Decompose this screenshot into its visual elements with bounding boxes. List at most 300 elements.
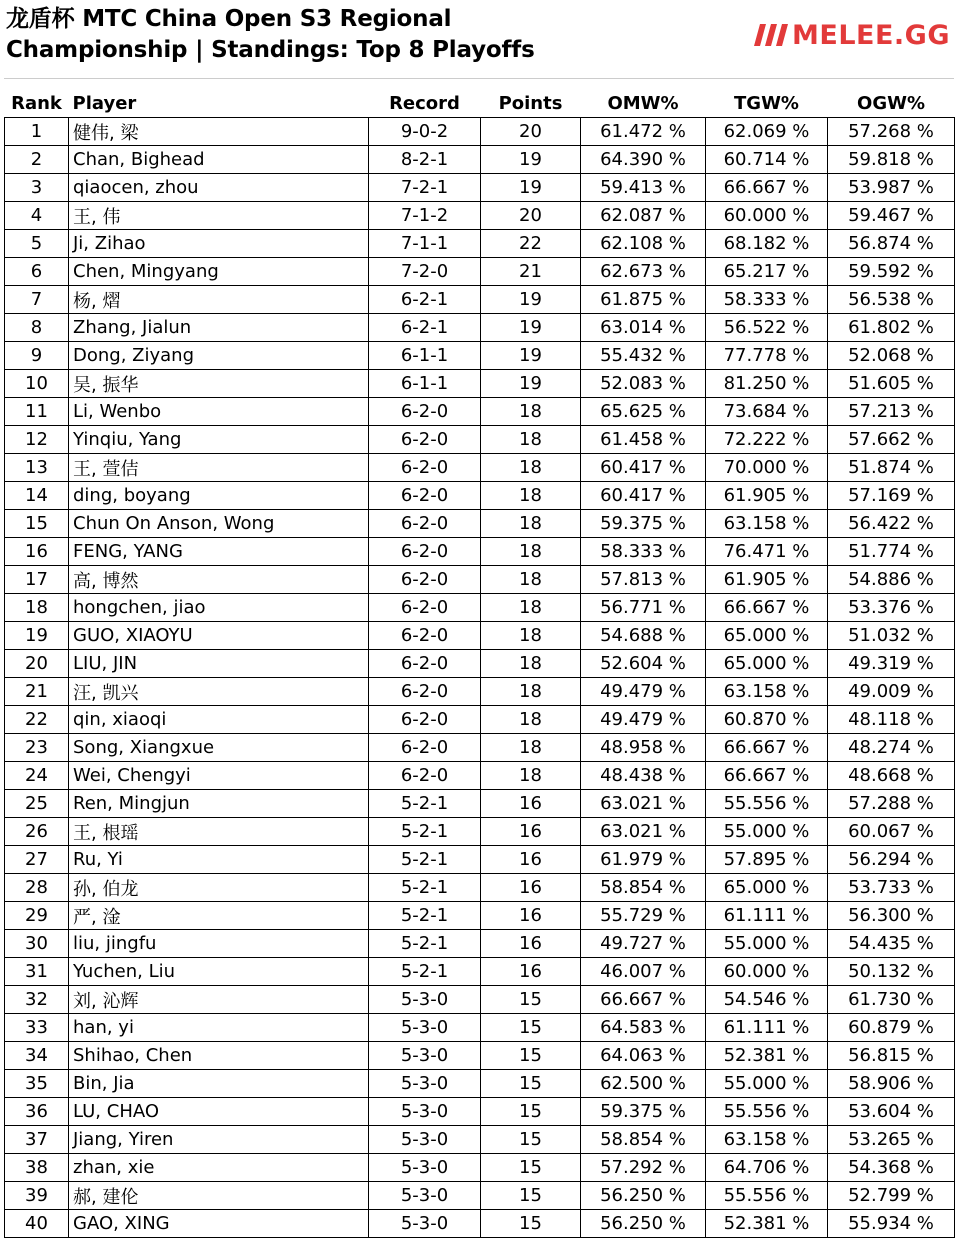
table-row — [5, 1014, 955, 1042]
tgw-cell: 55.000 % — [706, 930, 828, 958]
player-cell: han, yi — [69, 1014, 369, 1042]
table-row — [5, 650, 955, 678]
tgw-cell: 64.706 % — [706, 1154, 828, 1182]
record-cell: 5-3-0 — [369, 1098, 481, 1126]
record-cell: 6-2-0 — [369, 706, 481, 734]
rank-cell: 35 — [5, 1070, 69, 1098]
points-cell: 19 — [481, 286, 581, 314]
tgw-cell: 63.158 % — [706, 1126, 828, 1154]
tgw-cell: 66.667 % — [706, 762, 828, 790]
record-cell: 6-2-0 — [369, 538, 481, 566]
ogw-cell: 57.288 % — [828, 790, 955, 818]
player-cell: Zhang, Jialun — [69, 314, 369, 342]
omw-cell: 63.021 % — [581, 818, 706, 846]
slash-marks-icon — [754, 24, 788, 46]
standings-body — [5, 118, 955, 1238]
rank-cell: 27 — [5, 846, 69, 874]
omw-cell: 62.108 % — [581, 230, 706, 258]
tgw-cell: 60.870 % — [706, 706, 828, 734]
table-row — [5, 342, 955, 370]
page-title-line-2: Championship | Standings: Top 8 Playoffs — [6, 37, 535, 63]
ogw-cell: 54.435 % — [828, 930, 955, 958]
column-header-player: Player — [72, 93, 137, 114]
points-cell: 20 — [481, 202, 581, 230]
player-cell: 郝, 建伦 — [69, 1182, 369, 1210]
rank-cell: 7 — [5, 286, 69, 314]
player-cell: Yinqiu, Yang — [69, 426, 369, 454]
record-cell: 7-2-1 — [369, 174, 481, 202]
table-row — [5, 678, 955, 706]
ogw-cell: 51.874 % — [828, 454, 955, 482]
table-row — [5, 818, 955, 846]
tgw-cell: 61.905 % — [706, 482, 828, 510]
table-row — [5, 706, 955, 734]
player-cell: Li, Wenbo — [69, 398, 369, 426]
page-title — [6, 4, 535, 66]
rank-cell: 8 — [5, 314, 69, 342]
table-row — [5, 594, 955, 622]
player-cell: Wei, Chengyi — [69, 762, 369, 790]
ogw-cell: 53.265 % — [828, 1126, 955, 1154]
player-cell: 严, 淦 — [69, 902, 369, 930]
ogw-cell: 48.118 % — [828, 706, 955, 734]
table-row — [5, 426, 955, 454]
rank-cell: 19 — [5, 622, 69, 650]
player-cell: liu, jingfu — [69, 930, 369, 958]
column-header-ogw: OGW% — [857, 93, 925, 114]
points-cell: 18 — [481, 762, 581, 790]
points-cell: 18 — [481, 594, 581, 622]
record-cell: 5-2-1 — [369, 790, 481, 818]
rank-cell: 21 — [5, 678, 69, 706]
omw-cell: 65.625 % — [581, 398, 706, 426]
column-header-record: Record — [389, 93, 460, 114]
points-cell: 19 — [481, 342, 581, 370]
omw-cell: 57.292 % — [581, 1154, 706, 1182]
omw-cell: 61.979 % — [581, 846, 706, 874]
table-header-row — [5, 90, 955, 118]
omw-cell: 55.729 % — [581, 902, 706, 930]
points-cell: 18 — [481, 482, 581, 510]
rank-cell: 31 — [5, 958, 69, 986]
player-cell: Shihao, Chen — [69, 1042, 369, 1070]
tgw-cell: 77.778 % — [706, 342, 828, 370]
omw-cell: 60.417 % — [581, 454, 706, 482]
player-cell: Chun On Anson, Wong — [69, 510, 369, 538]
player-cell: Jiang, Yiren — [69, 1126, 369, 1154]
omw-cell: 61.875 % — [581, 286, 706, 314]
points-cell: 15 — [481, 1014, 581, 1042]
table-row — [5, 846, 955, 874]
player-cell: 汪, 凯兴 — [69, 678, 369, 706]
points-cell: 18 — [481, 678, 581, 706]
player-cell: hongchen, jiao — [69, 594, 369, 622]
column-header-rank: Rank — [11, 93, 62, 114]
rank-cell: 32 — [5, 986, 69, 1014]
table-row — [5, 538, 955, 566]
player-cell: GAO, XING — [69, 1210, 369, 1238]
player-cell: 杨, 熠 — [69, 286, 369, 314]
rank-cell: 40 — [5, 1210, 69, 1238]
player-cell: 刘, 沁辉 — [69, 986, 369, 1014]
table-row — [5, 1126, 955, 1154]
rank-cell: 24 — [5, 762, 69, 790]
rank-cell: 2 — [5, 146, 69, 174]
table-row — [5, 734, 955, 762]
tgw-cell: 65.000 % — [706, 622, 828, 650]
standings-table — [4, 90, 955, 1238]
player-cell: zhan, xie — [69, 1154, 369, 1182]
table-row — [5, 286, 955, 314]
ogw-cell: 51.774 % — [828, 538, 955, 566]
rank-cell: 10 — [5, 370, 69, 398]
rank-cell: 11 — [5, 398, 69, 426]
record-cell: 5-2-1 — [369, 818, 481, 846]
player-cell: LU, CHAO — [69, 1098, 369, 1126]
points-cell: 18 — [481, 650, 581, 678]
points-cell: 18 — [481, 454, 581, 482]
tgw-cell: 81.250 % — [706, 370, 828, 398]
table-row — [5, 230, 955, 258]
player-cell: Song, Xiangxue — [69, 734, 369, 762]
tgw-cell: 61.111 % — [706, 902, 828, 930]
record-cell: 5-3-0 — [369, 1042, 481, 1070]
ogw-cell: 60.879 % — [828, 1014, 955, 1042]
player-cell: Chen, Mingyang — [69, 258, 369, 286]
rank-cell: 28 — [5, 874, 69, 902]
ogw-cell: 56.538 % — [828, 286, 955, 314]
omw-cell: 49.479 % — [581, 678, 706, 706]
record-cell: 6-2-0 — [369, 454, 481, 482]
page-title-line-1: 龙盾杯 MTC China Open S3 Regional — [6, 6, 452, 32]
player-cell: FENG, YANG — [69, 538, 369, 566]
rank-cell: 22 — [5, 706, 69, 734]
omw-cell: 64.390 % — [581, 146, 706, 174]
rank-cell: 20 — [5, 650, 69, 678]
record-cell: 5-3-0 — [369, 1154, 481, 1182]
ogw-cell: 56.815 % — [828, 1042, 955, 1070]
player-cell: Ru, Yi — [69, 846, 369, 874]
rank-cell: 39 — [5, 1182, 69, 1210]
tgw-cell: 57.895 % — [706, 846, 828, 874]
omw-cell: 58.854 % — [581, 1126, 706, 1154]
table-row — [5, 482, 955, 510]
omw-cell: 55.432 % — [581, 342, 706, 370]
points-cell: 15 — [481, 986, 581, 1014]
ogw-cell: 55.934 % — [828, 1210, 955, 1238]
ogw-cell: 53.376 % — [828, 594, 955, 622]
rank-cell: 36 — [5, 1098, 69, 1126]
record-cell: 5-2-1 — [369, 902, 481, 930]
tgw-cell: 55.556 % — [706, 1182, 828, 1210]
omw-cell: 60.417 % — [581, 482, 706, 510]
player-cell: 王, 伟 — [69, 202, 369, 230]
record-cell: 6-2-1 — [369, 286, 481, 314]
player-cell: Chan, Bighead — [69, 146, 369, 174]
rank-cell: 26 — [5, 818, 69, 846]
table-row — [5, 1042, 955, 1070]
record-cell: 6-2-0 — [369, 482, 481, 510]
table-row — [5, 986, 955, 1014]
table-row — [5, 958, 955, 986]
rank-cell: 18 — [5, 594, 69, 622]
rank-cell: 14 — [5, 482, 69, 510]
tgw-cell: 55.556 % — [706, 790, 828, 818]
rank-cell: 13 — [5, 454, 69, 482]
points-cell: 18 — [481, 622, 581, 650]
points-cell: 16 — [481, 818, 581, 846]
player-cell: 吴, 振华 — [69, 370, 369, 398]
points-cell: 15 — [481, 1154, 581, 1182]
ogw-cell: 54.886 % — [828, 566, 955, 594]
record-cell: 6-2-0 — [369, 734, 481, 762]
record-cell: 5-2-1 — [369, 930, 481, 958]
omw-cell: 59.375 % — [581, 510, 706, 538]
rank-cell: 5 — [5, 230, 69, 258]
player-cell: Bin, Jia — [69, 1070, 369, 1098]
rank-cell: 23 — [5, 734, 69, 762]
ogw-cell: 58.906 % — [828, 1070, 955, 1098]
rank-cell: 37 — [5, 1126, 69, 1154]
table-row — [5, 174, 955, 202]
omw-cell: 56.771 % — [581, 594, 706, 622]
table-row — [5, 202, 955, 230]
points-cell: 22 — [481, 230, 581, 258]
omw-cell: 61.472 % — [581, 118, 706, 146]
omw-cell: 62.500 % — [581, 1070, 706, 1098]
record-cell: 5-3-0 — [369, 1126, 481, 1154]
record-cell: 5-3-0 — [369, 1014, 481, 1042]
points-cell: 16 — [481, 790, 581, 818]
column-header-tgw: TGW% — [734, 93, 799, 114]
table-row — [5, 370, 955, 398]
player-cell: Ji, Zihao — [69, 230, 369, 258]
column-header-omw: OMW% — [607, 93, 679, 114]
record-cell: 6-1-1 — [369, 370, 481, 398]
rank-cell: 15 — [5, 510, 69, 538]
player-cell: 王, 根瑶 — [69, 818, 369, 846]
table-row — [5, 146, 955, 174]
tgw-cell: 70.000 % — [706, 454, 828, 482]
ogw-cell: 61.730 % — [828, 986, 955, 1014]
rank-cell: 29 — [5, 902, 69, 930]
points-cell: 19 — [481, 314, 581, 342]
ogw-cell: 57.213 % — [828, 398, 955, 426]
rank-cell: 3 — [5, 174, 69, 202]
points-cell: 16 — [481, 930, 581, 958]
omw-cell: 54.688 % — [581, 622, 706, 650]
omw-cell: 58.333 % — [581, 538, 706, 566]
points-cell: 19 — [481, 174, 581, 202]
player-cell: 健伟, 梁 — [69, 118, 369, 146]
record-cell: 6-2-0 — [369, 622, 481, 650]
ogw-cell: 51.605 % — [828, 370, 955, 398]
ogw-cell: 57.169 % — [828, 482, 955, 510]
player-cell: Yuchen, Liu — [69, 958, 369, 986]
rank-cell: 9 — [5, 342, 69, 370]
player-cell: GUO, XIAOYU — [69, 622, 369, 650]
tgw-cell: 72.222 % — [706, 426, 828, 454]
omw-cell: 52.604 % — [581, 650, 706, 678]
tgw-cell: 65.217 % — [706, 258, 828, 286]
omw-cell: 46.007 % — [581, 958, 706, 986]
ogw-cell: 57.268 % — [828, 118, 955, 146]
points-cell: 15 — [481, 1042, 581, 1070]
tgw-cell: 56.522 % — [706, 314, 828, 342]
table-row — [5, 566, 955, 594]
points-cell: 15 — [481, 1070, 581, 1098]
ogw-cell: 53.604 % — [828, 1098, 955, 1126]
rank-cell: 17 — [5, 566, 69, 594]
record-cell: 5-3-0 — [369, 1182, 481, 1210]
rank-cell: 6 — [5, 258, 69, 286]
ogw-cell: 61.802 % — [828, 314, 955, 342]
player-cell: qin, xiaoqi — [69, 706, 369, 734]
rank-cell: 38 — [5, 1154, 69, 1182]
record-cell: 9-0-2 — [369, 118, 481, 146]
table-row — [5, 1182, 955, 1210]
record-cell: 6-2-0 — [369, 398, 481, 426]
tgw-cell: 76.471 % — [706, 538, 828, 566]
record-cell: 7-1-2 — [369, 202, 481, 230]
player-cell: Ren, Mingjun — [69, 790, 369, 818]
ogw-cell: 52.799 % — [828, 1182, 955, 1210]
points-cell: 18 — [481, 566, 581, 594]
ogw-cell: 52.068 % — [828, 342, 955, 370]
ogw-cell: 59.592 % — [828, 258, 955, 286]
omw-cell: 56.250 % — [581, 1182, 706, 1210]
ogw-cell: 57.662 % — [828, 426, 955, 454]
record-cell: 6-1-1 — [369, 342, 481, 370]
tgw-cell: 73.684 % — [706, 398, 828, 426]
ogw-cell: 48.274 % — [828, 734, 955, 762]
table-row — [5, 762, 955, 790]
ogw-cell: 56.294 % — [828, 846, 955, 874]
omw-cell: 59.413 % — [581, 174, 706, 202]
record-cell: 7-1-1 — [369, 230, 481, 258]
record-cell: 6-2-0 — [369, 510, 481, 538]
page-header — [6, 4, 956, 74]
rank-cell: 4 — [5, 202, 69, 230]
ogw-cell: 49.009 % — [828, 678, 955, 706]
table-row — [5, 1098, 955, 1126]
record-cell: 7-2-0 — [369, 258, 481, 286]
tgw-cell: 55.000 % — [706, 818, 828, 846]
omw-cell: 66.667 % — [581, 986, 706, 1014]
table-row — [5, 622, 955, 650]
omw-cell: 63.021 % — [581, 790, 706, 818]
tgw-cell: 60.000 % — [706, 202, 828, 230]
points-cell: 15 — [481, 1126, 581, 1154]
tgw-cell: 55.000 % — [706, 1070, 828, 1098]
player-cell: qiaocen, zhou — [69, 174, 369, 202]
points-cell: 16 — [481, 846, 581, 874]
table-row — [5, 930, 955, 958]
ogw-cell: 60.067 % — [828, 818, 955, 846]
table-row — [5, 510, 955, 538]
points-cell: 18 — [481, 398, 581, 426]
record-cell: 6-2-0 — [369, 678, 481, 706]
table-row — [5, 398, 955, 426]
omw-cell: 48.958 % — [581, 734, 706, 762]
table-row — [5, 1210, 955, 1238]
header-divider — [4, 78, 954, 79]
ogw-cell: 56.300 % — [828, 902, 955, 930]
tgw-cell: 60.000 % — [706, 958, 828, 986]
table-row — [5, 1154, 955, 1182]
omw-cell: 62.673 % — [581, 258, 706, 286]
rank-cell: 12 — [5, 426, 69, 454]
ogw-cell: 48.668 % — [828, 762, 955, 790]
tgw-cell: 60.714 % — [706, 146, 828, 174]
omw-cell: 64.583 % — [581, 1014, 706, 1042]
table-row — [5, 454, 955, 482]
tgw-cell: 52.381 % — [706, 1210, 828, 1238]
omw-cell: 64.063 % — [581, 1042, 706, 1070]
rank-cell: 25 — [5, 790, 69, 818]
ogw-cell: 53.987 % — [828, 174, 955, 202]
tgw-cell: 63.158 % — [706, 678, 828, 706]
table-row — [5, 314, 955, 342]
melee-gg-logo — [754, 18, 950, 52]
table-row — [5, 258, 955, 286]
omw-cell: 57.813 % — [581, 566, 706, 594]
ogw-cell: 53.733 % — [828, 874, 955, 902]
logo-text: MELEE.GG — [792, 19, 950, 51]
tgw-cell: 61.111 % — [706, 1014, 828, 1042]
record-cell: 5-3-0 — [369, 1070, 481, 1098]
record-cell: 5-3-0 — [369, 986, 481, 1014]
points-cell: 15 — [481, 1098, 581, 1126]
tgw-cell: 68.182 % — [706, 230, 828, 258]
tgw-cell: 55.556 % — [706, 1098, 828, 1126]
record-cell: 5-2-1 — [369, 846, 481, 874]
omw-cell: 49.479 % — [581, 706, 706, 734]
points-cell: 18 — [481, 706, 581, 734]
ogw-cell: 50.132 % — [828, 958, 955, 986]
rank-cell: 30 — [5, 930, 69, 958]
player-cell: Dong, Ziyang — [69, 342, 369, 370]
points-cell: 18 — [481, 734, 581, 762]
player-cell: 高, 博然 — [69, 566, 369, 594]
points-cell: 21 — [481, 258, 581, 286]
omw-cell: 56.250 % — [581, 1210, 706, 1238]
player-cell: ding, boyang — [69, 482, 369, 510]
record-cell: 8-2-1 — [369, 146, 481, 174]
points-cell: 18 — [481, 538, 581, 566]
rank-cell: 34 — [5, 1042, 69, 1070]
tgw-cell: 52.381 % — [706, 1042, 828, 1070]
record-cell: 6-2-0 — [369, 566, 481, 594]
tgw-cell: 65.000 % — [706, 650, 828, 678]
record-cell: 6-2-0 — [369, 594, 481, 622]
tgw-cell: 66.667 % — [706, 594, 828, 622]
ogw-cell: 56.422 % — [828, 510, 955, 538]
player-cell: 王, 萱佶 — [69, 454, 369, 482]
omw-cell: 59.375 % — [581, 1098, 706, 1126]
ogw-cell: 59.818 % — [828, 146, 955, 174]
tgw-cell: 65.000 % — [706, 874, 828, 902]
ogw-cell: 59.467 % — [828, 202, 955, 230]
table-row — [5, 874, 955, 902]
omw-cell: 48.438 % — [581, 762, 706, 790]
tgw-cell: 61.905 % — [706, 566, 828, 594]
player-cell: 孙, 伯龙 — [69, 874, 369, 902]
points-cell: 20 — [481, 118, 581, 146]
ogw-cell: 56.874 % — [828, 230, 955, 258]
column-header-points: Points — [498, 93, 563, 114]
points-cell: 16 — [481, 958, 581, 986]
